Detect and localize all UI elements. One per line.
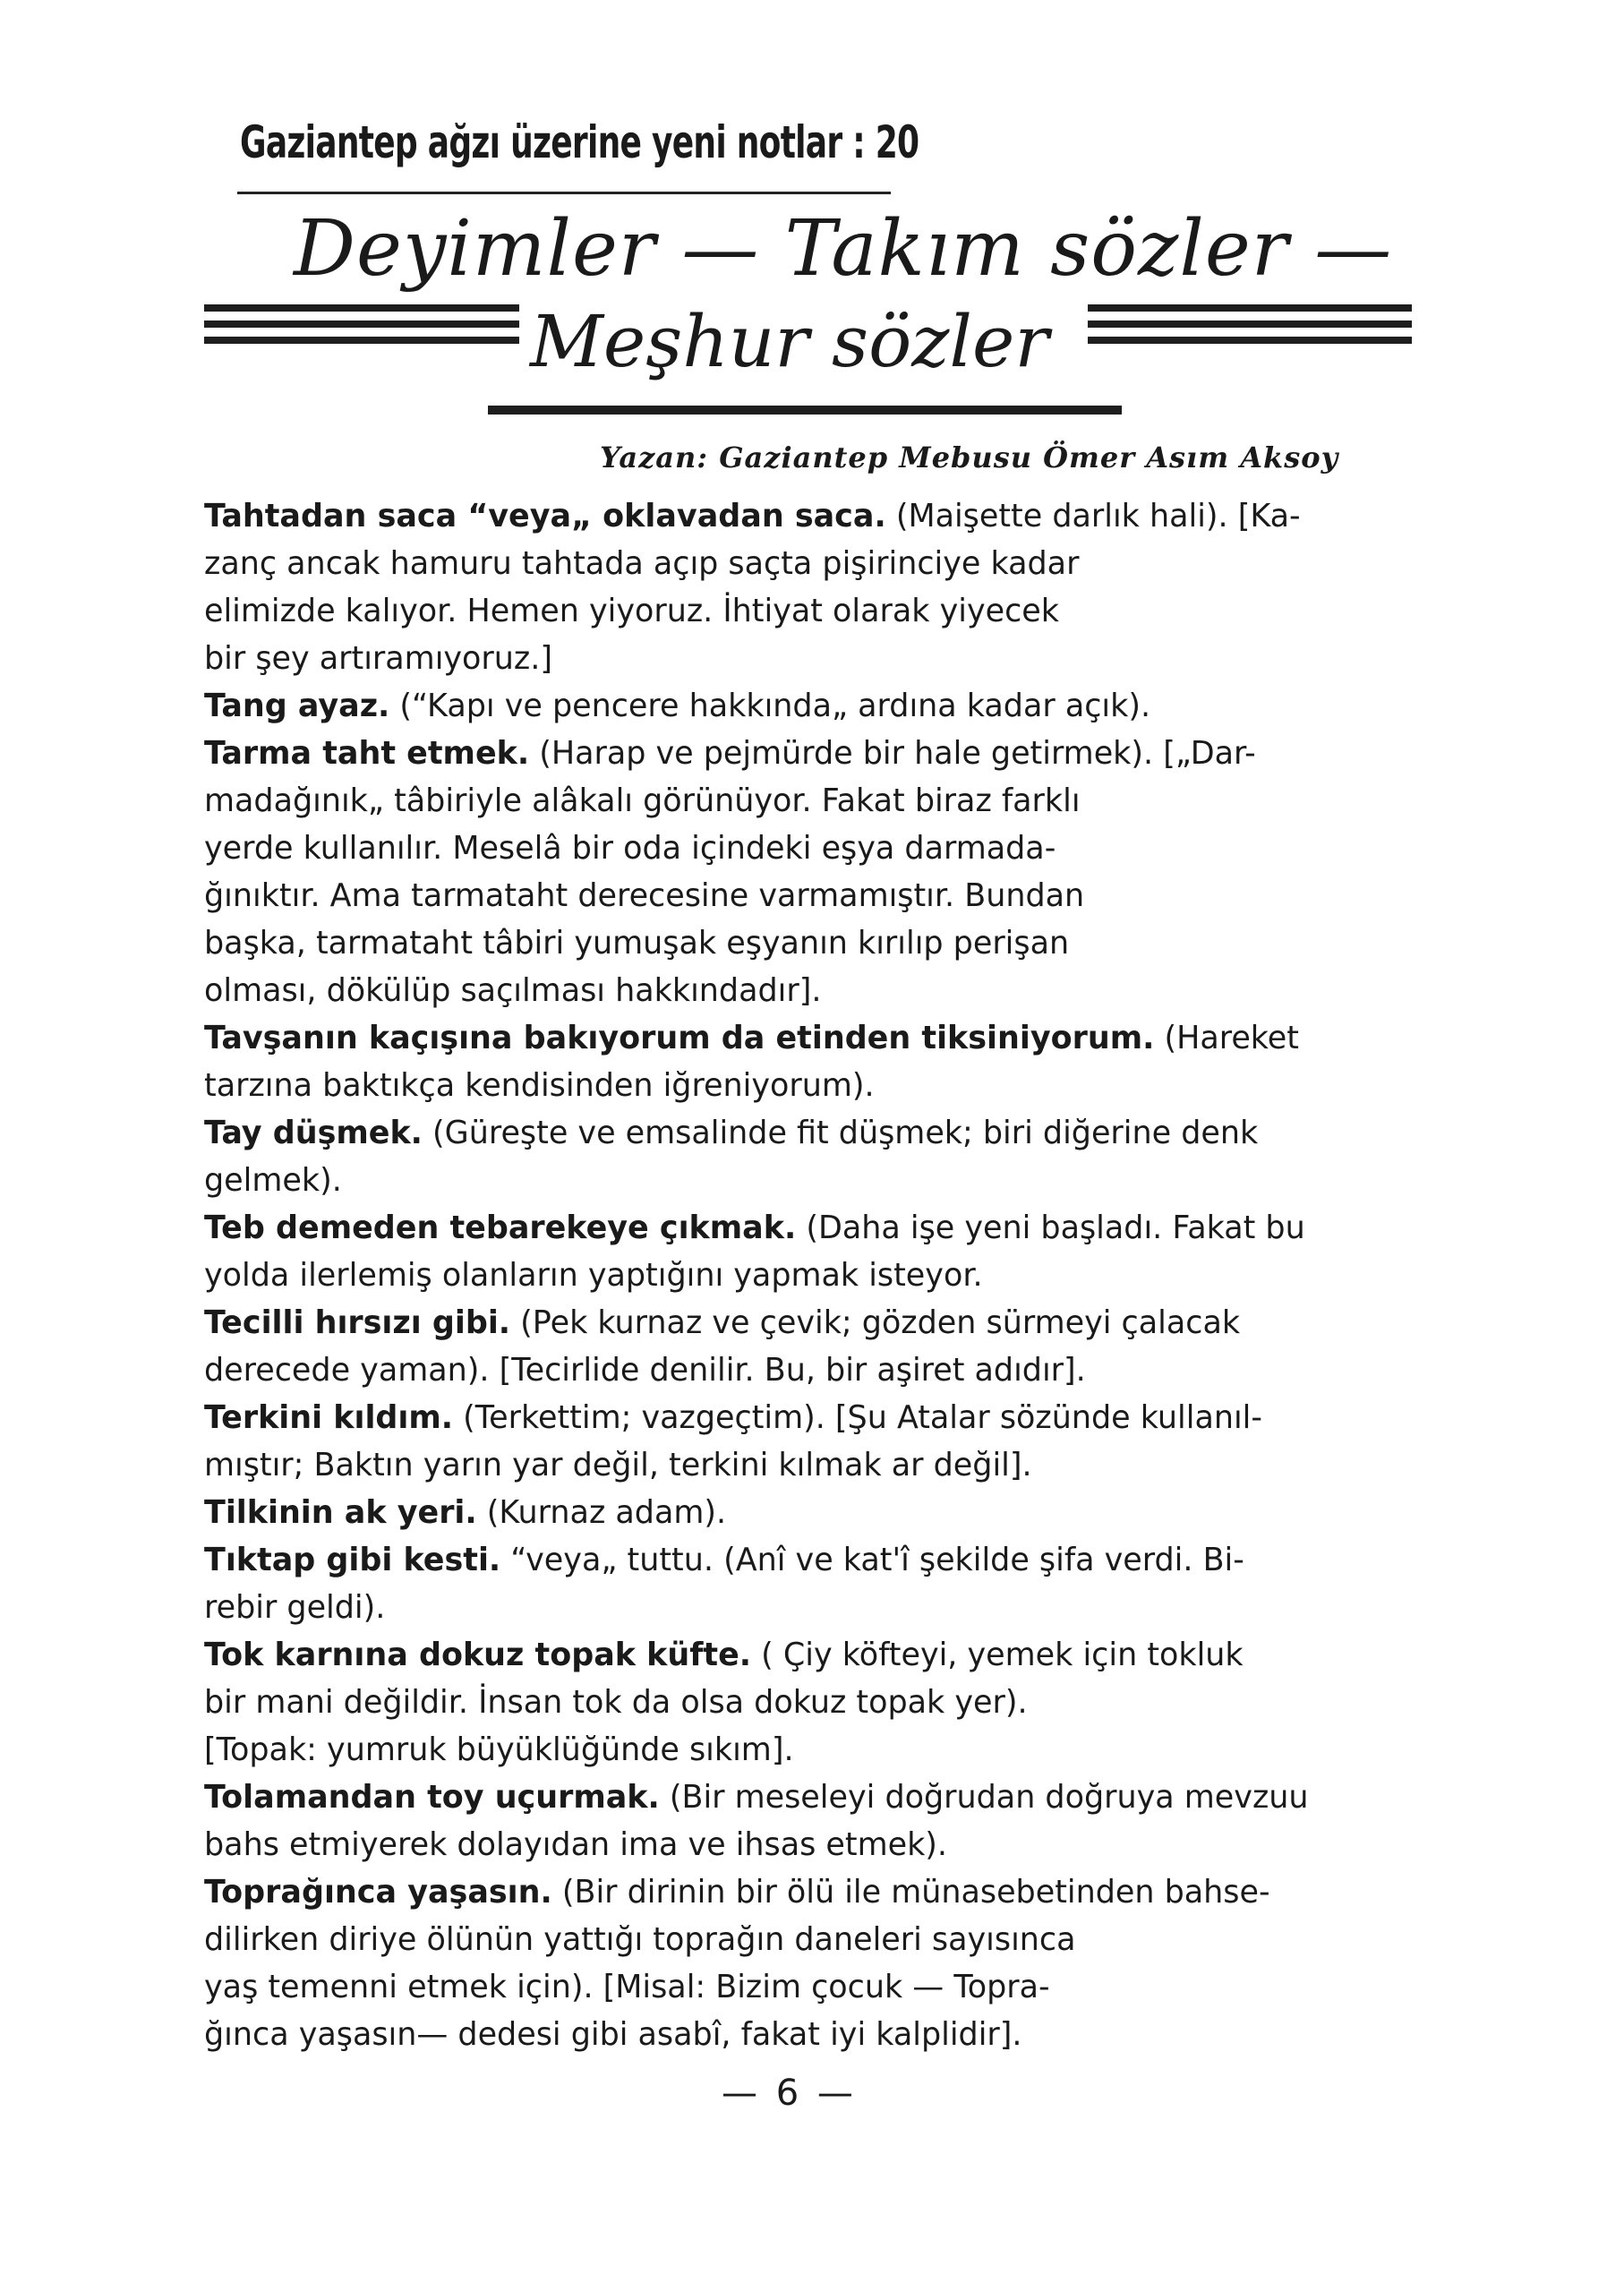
- entry-line: [204, 1394, 1385, 1441]
- entry-headword: Tilkinin ak yeri.: [204, 1494, 477, 1531]
- entry: [204, 1631, 1385, 1774]
- entry-line: [204, 1821, 1385, 1868]
- entry-headword: Tok karnına dokuz topak küfte.: [204, 1637, 752, 1673]
- entry-text: bahs etmiyerek dolayıdan ima ve ihsas etmek).: [204, 1826, 948, 1863]
- entry: [204, 682, 1385, 730]
- article-title-line1: Deyimler — Takım sözler —: [294, 204, 1393, 294]
- entry-line: [204, 872, 1385, 919]
- entry-line: [204, 1963, 1385, 2011]
- entry-headword: Tıktap gibi kesti.: [204, 1542, 501, 1578]
- entry-line: [204, 1204, 1385, 1252]
- entry: [204, 730, 1385, 1014]
- running-title: Gaziantep ağzı üzerine yeni notlar : 20: [240, 116, 919, 168]
- entry-line: [204, 1252, 1385, 1299]
- entry-text: ğınca yaşasın— dedesi gibi asabî, fakat iyi kalplidir].: [204, 2016, 1022, 2053]
- entry: [204, 492, 1385, 682]
- entry-line: [204, 730, 1385, 777]
- entry-text: bir şey artıramıyoruz.]: [204, 640, 552, 677]
- entry-text: madağınık„ tâbiriyle alâkalı görünüyor. Fakat biraz farklı: [204, 782, 1081, 819]
- entry-line: [204, 1536, 1385, 1584]
- entry: [204, 1489, 1385, 1536]
- entry: [204, 1868, 1385, 2058]
- entry-headword: Terkini kıldım.: [204, 1399, 454, 1436]
- entry-headword: Tang ayaz.: [204, 688, 390, 724]
- entry-text: derecede yaman). [Tecirlide denilir. Bu, bir aşiret adıdır].: [204, 1352, 1086, 1389]
- entry-text: dilirken diriye ölünün yattığı toprağın daneleri sayısınca: [204, 1921, 1076, 1958]
- entry-line: [204, 825, 1385, 872]
- entry-text: [Topak: yumruk büyüklüğünde sıkım].: [204, 1731, 794, 1768]
- entry-text: tarzına baktıkça kendisinden iğreniyorum).: [204, 1067, 875, 1104]
- entry-headword: Toprağınca yaşasın.: [204, 1874, 552, 1911]
- entry-text: (Terkettim; vazgeçtim). [Şu Atalar sözünde kullanıl-: [453, 1399, 1262, 1436]
- entry-text: gelmek).: [204, 1162, 342, 1199]
- entry-headword: Tolamandan toy uçurmak.: [204, 1779, 660, 1816]
- entry-text: elimizde kalıyor. Hemen yiyoruz. İhtiyat olarak yiyecek: [204, 593, 1060, 629]
- entry: [204, 1774, 1385, 1868]
- entry-line: [204, 587, 1385, 635]
- entry-text: (Hareket: [1154, 1020, 1299, 1056]
- entry-text: başka, tarmataht tâbiri yumuşak eşyanın kırılıp perişan: [204, 925, 1070, 962]
- entry-text: ğınıktır. Ama tarmataht derecesine varmamıştır. Bundan: [204, 877, 1085, 914]
- entry: [204, 1536, 1385, 1631]
- entry-headword: Tavşanın kaçışına bakıyorum da etinden tiksiniyorum.: [204, 1020, 1155, 1056]
- entry-text: (Kurnaz adam).: [476, 1494, 727, 1531]
- entry-text: (Güreşte ve emsalinde fit düşmek; biri diğerine denk: [422, 1115, 1259, 1151]
- entry-line: [204, 1489, 1385, 1536]
- entry-headword: Tarma taht etmek.: [204, 735, 530, 772]
- entry-line: [204, 1157, 1385, 1204]
- entry-line: [204, 492, 1385, 540]
- entry-line: [204, 682, 1385, 730]
- entry-line: [204, 1346, 1385, 1394]
- entry-headword: Tay düşmek.: [204, 1115, 423, 1151]
- entry-text: yolda ilerlemiş olanların yaptığını yapmak isteyor.: [204, 1257, 983, 1294]
- entry-line: [204, 1109, 1385, 1157]
- entry-text: mıştır; Baktın yarın yar değil, terkini kılmak ar değil].: [204, 1447, 1032, 1483]
- entry-line: [204, 1299, 1385, 1346]
- entry-line: [204, 1014, 1385, 1062]
- entry-text: “veya„ tuttu. (Anî ve kat'î şekilde şifa verdi. Bi-: [500, 1542, 1244, 1578]
- entry-text: (Pek kurnaz ve çevik; gözden sürmeyi çalacak: [510, 1304, 1241, 1341]
- entry-text: bir mani değildir. İnsan tok da olsa dokuz topak yer).: [204, 1684, 1028, 1721]
- entry-line: [204, 967, 1385, 1014]
- entry-text: ( Çiy köfteyi, yemek için tokluk: [751, 1637, 1244, 1673]
- entry: [204, 1204, 1385, 1299]
- entry-text: yerde kullanılır. Meselâ bir oda içindeki eşya darmada-: [204, 830, 1056, 867]
- title-rule: [237, 192, 891, 194]
- entry: [204, 1394, 1385, 1489]
- entry: [204, 1014, 1385, 1109]
- entry-text: rebir geldi).: [204, 1589, 386, 1626]
- entry-line: [204, 1631, 1385, 1679]
- entry-text: (Maişette darlık hali). [Ka-: [885, 498, 1301, 534]
- entry-line: [204, 2011, 1385, 2058]
- entry-line: [204, 1441, 1385, 1489]
- entry-line: [204, 1584, 1385, 1631]
- title-underline-bar: [488, 406, 1122, 415]
- decorative-bars-right: [1088, 304, 1412, 360]
- entry: [204, 1109, 1385, 1204]
- entry-line: [204, 1726, 1385, 1774]
- entry-line: [204, 1868, 1385, 1916]
- entry-line: [204, 777, 1385, 825]
- entry-text: (Bir dirinin bir ölü ile münasebetinden bahse-: [551, 1874, 1270, 1911]
- entry-line: [204, 1062, 1385, 1109]
- entry-text: (“Kapı ve pencere hakkında„ ardına kadar açık).: [389, 688, 1151, 724]
- page-number: — 6 —: [722, 2073, 857, 2114]
- entry-text: olması, dökülüp saçılması hakkındadır].: [204, 972, 822, 1009]
- article-title-line2: Meşhur sözler: [530, 300, 1049, 383]
- entry-line: [204, 919, 1385, 967]
- entry-headword: Tahtadan saca “veya„ oklavadan saca.: [204, 498, 886, 534]
- entry-line: [204, 1774, 1385, 1821]
- entry-text: yaş temenni etmek için). [Misal: Bizim çocuk — Topra-: [204, 1969, 1050, 2005]
- entry-headword: Teb demeden tebarekeye çıkmak.: [204, 1210, 797, 1246]
- entry-line: [204, 1916, 1385, 1963]
- entry: [204, 1299, 1385, 1394]
- entry-line: [204, 540, 1385, 587]
- entry-text: zanç ancak hamuru tahtada açıp saçta pişirinciye kadar: [204, 545, 1080, 582]
- entry-text: (Daha işe yeni başladı. Fakat bu: [796, 1210, 1305, 1246]
- entry-line: [204, 1679, 1385, 1726]
- entries-list: [204, 492, 1385, 2058]
- decorative-bars-left: [204, 304, 519, 360]
- entry-headword: Tecilli hırsızı gibi.: [204, 1304, 511, 1341]
- entry-line: [204, 635, 1385, 682]
- author-byline: Yazan: Gaziantep Mebusu Ömer Asım Aksoy: [600, 440, 1339, 474]
- entry-text: (Bir meseleyi doğrudan doğruya mevzuu: [659, 1779, 1309, 1816]
- entry-text: (Harap ve pejmürde bir hale getirmek). [„Dar-: [529, 735, 1256, 772]
